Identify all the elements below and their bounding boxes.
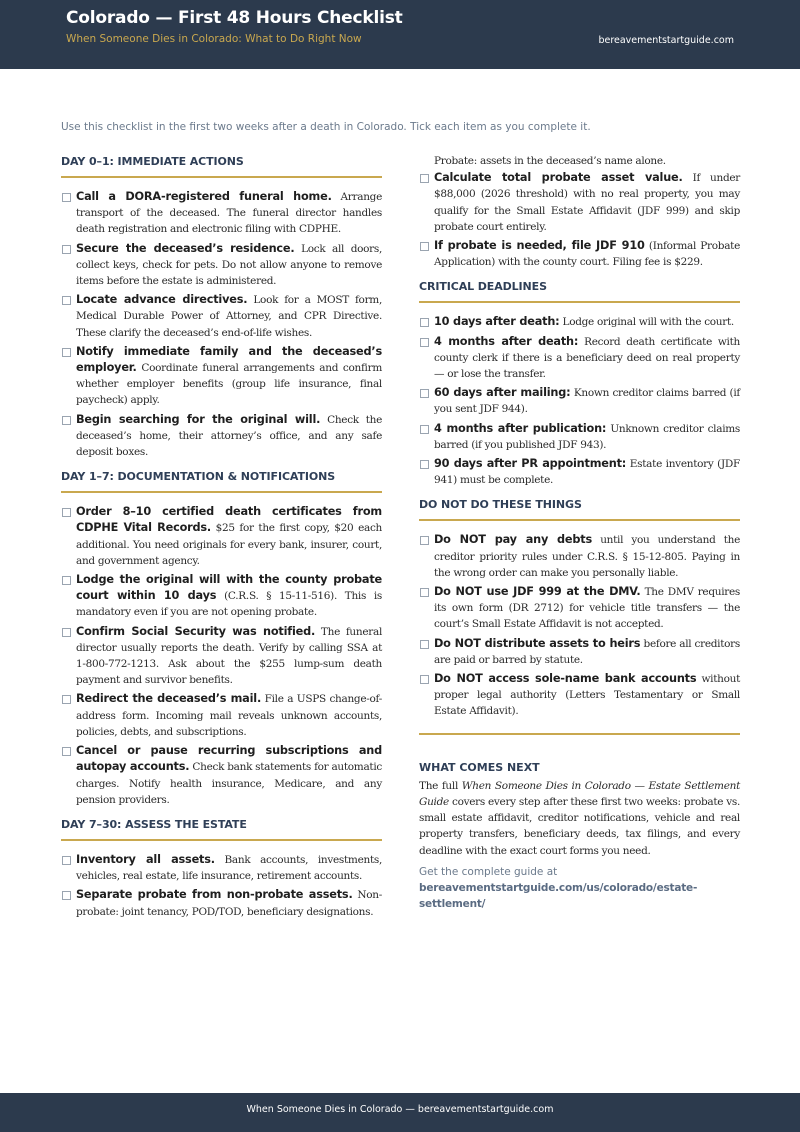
checklist-item bbox=[419, 456, 740, 488]
item-desc: Unknown creditor claims barred (if you published JDF 943). bbox=[434, 422, 740, 451]
item-lead: Do NOT pay any debts bbox=[434, 533, 592, 547]
checkbox[interactable] bbox=[62, 576, 71, 585]
checklist-day17 bbox=[61, 504, 382, 808]
checklist-item bbox=[419, 238, 740, 270]
checkbox[interactable] bbox=[62, 891, 71, 900]
checkbox[interactable] bbox=[420, 425, 429, 434]
item-lead: Call a DORA-registered funeral home. bbox=[76, 190, 332, 203]
item-desc: until you understand the creditor priority rules under C.R.S. § 15-12-805. Paying in the wrong order can make you personally liable. bbox=[434, 534, 740, 579]
checkbox[interactable] bbox=[420, 318, 429, 327]
checklist-item bbox=[61, 887, 382, 919]
item-desc: Coordinate funeral arrangements and confirm whether employer benefits (group life insurance, final paycheck) apply. bbox=[76, 362, 382, 407]
item-lead: Do NOT distribute assets to heirs bbox=[434, 636, 641, 650]
checklist-item bbox=[419, 671, 740, 720]
footer-banner bbox=[0, 1093, 800, 1132]
checklist-item bbox=[61, 241, 382, 290]
item-lead: Lodge the original will with the county probate court within 10 days bbox=[76, 573, 382, 603]
section-divider bbox=[419, 733, 740, 735]
checkbox[interactable] bbox=[62, 416, 71, 425]
item-desc: $25 for the first copy, $20 each additional. You need originals for every bank, insurer, court, and government agency. bbox=[76, 522, 382, 567]
item-desc: (C.R.S. § 15-11-516). This is mandatory even if you are not opening probate. bbox=[76, 590, 383, 619]
item-desc: without proper legal authority (Letters Testamentary or Small Estate Affidavit). bbox=[434, 673, 740, 718]
checkbox[interactable] bbox=[420, 675, 429, 684]
checklist-donot bbox=[419, 532, 740, 719]
item-continuation: Probate: assets in the deceased’s name alone. bbox=[434, 155, 666, 167]
item-lead: Notify immediate family and the deceased’s employer. bbox=[76, 344, 382, 375]
item-desc: Estate inventory (JDF 941) must be complete. bbox=[434, 458, 740, 487]
item-lead: 4 months after death: bbox=[434, 334, 579, 348]
checklist-item bbox=[419, 334, 740, 383]
checkbox[interactable] bbox=[420, 588, 429, 597]
item-desc: Bank accounts, investments, vehicles, real estate, life insurance, retirement accounts. bbox=[76, 853, 382, 883]
item-lead: Do NOT access sole-name bank accounts bbox=[434, 672, 697, 686]
whats-next-body-post: covers every step after these first two weeks: probate vs. small estate affidavit, creditor notifications, vehicle and real property transfers, beneficiary deeds, tax filings, and every deadline with the exact court forms you need. bbox=[419, 795, 740, 857]
checkbox[interactable] bbox=[62, 508, 71, 517]
checkbox[interactable] bbox=[420, 174, 429, 183]
item-desc: Record death certificate with county clerk if there is a beneficiary deed on real property — or lose the transfer. bbox=[434, 335, 740, 381]
section-title-day01: DAY 0–1: IMMEDIATE ACTIONS bbox=[61, 155, 382, 178]
item-lead: Begin searching for the original will. bbox=[76, 412, 321, 426]
checklist-item bbox=[61, 624, 382, 689]
checkbox[interactable] bbox=[62, 296, 71, 305]
checklist-item bbox=[419, 532, 740, 581]
checklist-item bbox=[61, 292, 382, 341]
whats-next-body-pre: The full bbox=[419, 779, 462, 792]
item-desc: Check bank statements for automatic charges. Notify health insurance, Medicare, and any pension providers. bbox=[76, 761, 382, 806]
item-desc: Arrange transport of the deceased. The funeral director handles death registration and electronic filing with CDPHE. bbox=[76, 191, 382, 236]
checklist-item bbox=[61, 504, 382, 569]
item-lead: Redirect the deceased’s mail. bbox=[76, 692, 262, 706]
left-column bbox=[61, 155, 382, 923]
item-desc: The DMV requires its own form (DR 2712) for vehicle title transfers — the court’s Small Estate Affidavit is not accepted. bbox=[434, 586, 740, 631]
checkbox[interactable] bbox=[420, 460, 429, 469]
right-column bbox=[419, 155, 740, 912]
item-lead: Do NOT use JDF 999 at the DMV. bbox=[434, 585, 641, 599]
section-title-deadlines: CRITICAL DEADLINES bbox=[419, 280, 740, 303]
item-lead: 4 months after publication: bbox=[434, 421, 607, 435]
checkbox[interactable] bbox=[62, 348, 71, 357]
item-lead: Cancel or pause recurring subscriptions and autopay accounts. bbox=[76, 744, 382, 774]
checklist-item bbox=[419, 584, 740, 633]
item-desc: (Informal Probate Application) with the county court. Filing fee is $229. bbox=[434, 240, 740, 269]
checklist-item bbox=[61, 412, 382, 461]
item-lead: Inventory all assets. bbox=[76, 852, 215, 866]
item-desc: Known creditor claims barred (if you sent JDF 944). bbox=[434, 387, 740, 416]
item-lead: Locate advance directives. bbox=[76, 293, 248, 307]
page-subtitle: When Someone Dies in Colorado: What to Do Right Now bbox=[66, 33, 362, 45]
checklist-day730 bbox=[61, 852, 382, 920]
checkbox[interactable] bbox=[62, 193, 71, 202]
checklist-item bbox=[61, 344, 382, 409]
checklist-item bbox=[419, 636, 740, 668]
checklist-item bbox=[61, 743, 382, 808]
checkbox[interactable] bbox=[62, 628, 71, 637]
checkbox[interactable] bbox=[62, 747, 71, 756]
item-desc: Lodge original will with the court. bbox=[559, 316, 734, 329]
section-title-day730: DAY 7–30: ASSESS THE ESTATE bbox=[61, 818, 382, 841]
checkbox[interactable] bbox=[420, 640, 429, 649]
page-title: Colorado — First 48 Hours Checklist bbox=[66, 8, 403, 28]
whats-next-body bbox=[419, 778, 740, 859]
checkbox[interactable] bbox=[420, 242, 429, 251]
checkbox[interactable] bbox=[62, 245, 71, 254]
item-desc: before all creditors are paid or barred by statute. bbox=[434, 637, 740, 666]
checklist-item bbox=[419, 421, 740, 453]
checklist-item bbox=[419, 385, 740, 417]
item-lead: 60 days after mailing: bbox=[434, 386, 571, 400]
checklist-item bbox=[419, 170, 740, 235]
intro-text: Use this checklist in the first two weeks after a death in Colorado. Tick each item as you complete it. bbox=[61, 121, 591, 133]
checklist-item bbox=[61, 852, 382, 884]
item-desc: If under $88,000 (2026 threshold) with no real property, you may qualify for the Small Estate Affidavit (JDF 999) and skip probate court entirely. bbox=[434, 172, 740, 233]
item-desc: Non-probate: joint tenancy, POD/TOD, beneficiary designations. bbox=[76, 889, 382, 918]
checkbox[interactable] bbox=[420, 389, 429, 398]
whats-next-cta: Get the complete guide at bbox=[419, 865, 558, 878]
item-desc: File a USPS change-of-address form. Incoming mail reveals unknown accounts, policies, debts, and subscriptions. bbox=[76, 693, 382, 738]
item-lead: If probate is needed, file JDF 910 bbox=[434, 239, 645, 253]
item-desc: Look for a MOST form, Medical Durable Power of Attorney, and CPR Directive. These clarify the deceased’s end-of-life wishes. bbox=[76, 294, 382, 339]
checkbox[interactable] bbox=[62, 695, 71, 704]
checkbox[interactable] bbox=[420, 338, 429, 347]
checklist-item bbox=[61, 189, 382, 238]
checklist-item bbox=[61, 572, 382, 621]
item-lead: Separate probate from non-probate assets. bbox=[76, 888, 353, 902]
item-lead: Order 8–10 certified death certificates from CDPHE Vital Records. bbox=[76, 505, 382, 535]
header-site-link[interactable]: bereavementstartguide.com bbox=[598, 35, 734, 46]
footer-text: When Someone Dies in Colorado — bereavementstartguide.com bbox=[246, 1104, 554, 1115]
checkbox[interactable] bbox=[62, 856, 71, 865]
item-desc: The funeral director usually reports the death. Verify by calling SSA at 1-800-772-1213. Ask about the $255 lump-sum death payment and survivor benefits. bbox=[76, 625, 382, 687]
whats-next-title: WHAT COMES NEXT bbox=[419, 760, 540, 774]
item-desc: Lock all doors, collect keys, check for pets. Do not allow anyone to remove items before the estate is administered. bbox=[76, 242, 383, 288]
item-lead: 10 days after death: bbox=[434, 315, 560, 329]
section-title-day17: DAY 1–7: DOCUMENTATION & NOTIFICATIONS bbox=[61, 470, 382, 493]
item-lead: Confirm Social Security was notified. bbox=[76, 624, 316, 638]
checklist-day01 bbox=[61, 189, 382, 460]
item-lead: 90 days after PR appointment: bbox=[434, 457, 627, 471]
checklist-item bbox=[419, 314, 740, 330]
header-banner bbox=[0, 0, 800, 69]
checklist-deadlines bbox=[419, 314, 740, 488]
guide-title: When Someone Dies in Colorado — Estate Settlement Guide bbox=[419, 779, 740, 808]
checklist-item bbox=[61, 691, 382, 740]
checkbox[interactable] bbox=[420, 536, 429, 545]
checklist-day730-cont bbox=[419, 170, 740, 270]
section-title-donot: DO NOT DO THESE THINGS bbox=[419, 498, 740, 521]
guide-link[interactable]: bereavementstartguide.com/us/colorado/estate-settlement/ bbox=[419, 881, 698, 910]
item-lead: Calculate total probate asset value. bbox=[434, 171, 683, 185]
item-desc: Check the deceased’s home, their attorney’s office, and any safe deposit boxes. bbox=[76, 413, 383, 459]
item-lead: Secure the deceased’s residence. bbox=[76, 241, 295, 255]
